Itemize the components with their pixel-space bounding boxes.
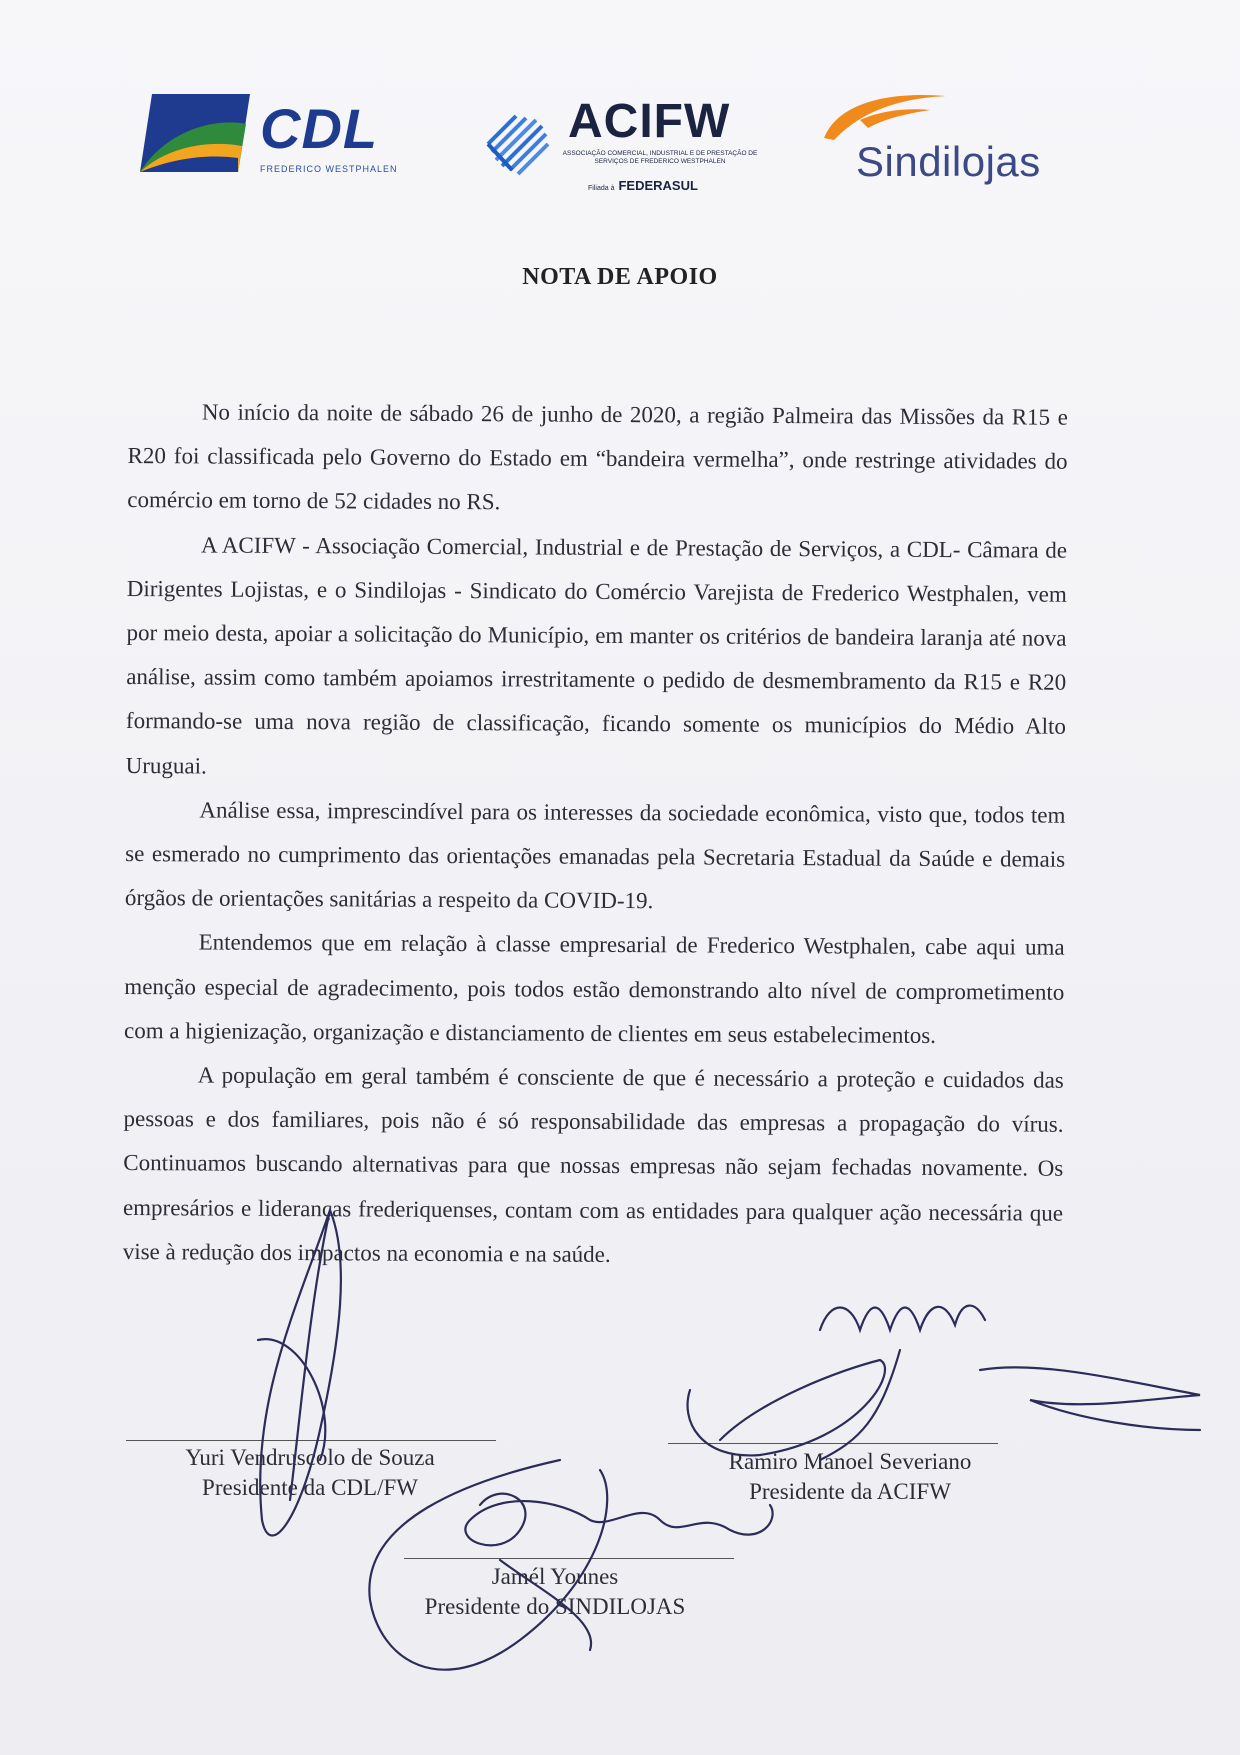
signer-role: Presidente do SINDILOJAS	[424, 1594, 686, 1619]
acifw-logo-text: ACIFW	[568, 95, 731, 148]
signer-role: Presidente da CDL/FW	[202, 1475, 418, 1500]
signature-yuri-scribble	[258, 1339, 325, 1460]
sindilojas-logo-text: Sindilojas	[856, 138, 1041, 185]
acifw-affiliation	[588, 178, 698, 193]
letterhead	[0, 80, 1240, 200]
acifw-logo-subtitle: ASSOCIAÇÃO COMERCIAL, INDUSTRIAL E DE PRESTAÇÃO DE SERVIÇOS DE FREDERICO WESTPHALEN	[562, 150, 758, 165]
signature-block-sindilojas	[400, 1562, 710, 1622]
signature-block-acifw	[700, 1447, 1000, 1507]
cdl-logo-text: CDL	[260, 97, 379, 160]
signer-name: Ramiro Manoel Severiano	[728, 1449, 972, 1474]
signature-block-cdl	[140, 1443, 480, 1503]
acifw-affiliation-name: FEDERASUL	[618, 178, 698, 193]
signature-ramiro-scribble	[980, 1367, 1200, 1430]
document-title: NOTA DE APOIO	[522, 264, 718, 290]
cdl-logo-subtitle: FREDERICO WESTPHALEN	[260, 164, 398, 174]
signature-line	[404, 1558, 734, 1559]
paragraph: A população em geral também é consciente de que é necessário a proteção e cuidados das pessoas e dos familiares, pois não é só responsabilidade das empresas a propagação do vírus. Continuamos buscando alternativas para que nossas empresas não sejam fechadas novamente. Os empresários e lideranças frederiquenses, contam com as entidades para qualquer ação necessária que vise à redução dos impactos na economia e na saúde.	[122, 1062, 1064, 1267]
acifw-emblem-icon	[482, 104, 562, 194]
signer-name: Jamél Younes	[491, 1564, 619, 1589]
paragraph: A ACIFW - Associação Comercial, Industrial e de Prestação de Serviços, a CDL- Câmara de Dirigentes Lojistas, e o Sindilojas - Sindicato do Comércio Varejista de Frederico Westphalen, vem por meio desta, apoiar a solicitação do Município, em manter os critérios de bandeira laranja até nova análise, assim como também apoiamos irrestritamente o pedido de desmembramento da R15 e R20 formando-se uma nova região de classificação, ficando somente os municípios do Médio Alto Uruguai.	[125, 532, 1068, 779]
paragraph: Entendemos que em relação à classe empresarial de Frederico Westphalen, cabe aqui uma menção especial de agradecimento, pois todos estão demonstrando alto nível de comprometimento com a higienização, organização e distanciamento de clientes em seus estabelecimentos.	[124, 929, 1065, 1048]
signer-role: Presidente da ACIFW	[749, 1479, 951, 1504]
signature-line	[126, 1440, 496, 1441]
cdl-logo	[138, 88, 398, 188]
acifw-logo	[480, 94, 760, 204]
signature-ramiro-scribble	[688, 1360, 885, 1455]
paragraph: No início da noite de sábado 26 de junho de 2020, a região Palmeira das Missões da R15 e R20 foi classificada pelo Governo do Estado em “bandeira vermelha”, onde restringe atividades do comércio em torno de 52 cidades no RS.	[127, 399, 1068, 515]
sindilojas-logo	[820, 88, 1070, 198]
signature-ramiro-scribble	[820, 1306, 985, 1330]
acifw-affiliation-prefix: Filiada à	[588, 185, 615, 192]
signature-line	[668, 1443, 998, 1444]
paragraph: Análise essa, imprescindível para os interesses da sociedade econômica, visto que, todos tem se esmerado no cumprimento das orientações emanadas pela Secretaria Estadual da Saúde e demais órgãos de orientações sanitárias a respeito da COVID-19.	[124, 797, 1066, 914]
cdl-emblem-icon	[138, 88, 258, 178]
document-body	[123, 390, 1068, 1280]
signer-name: Yuri Vendruscolo de Souza	[185, 1445, 435, 1470]
